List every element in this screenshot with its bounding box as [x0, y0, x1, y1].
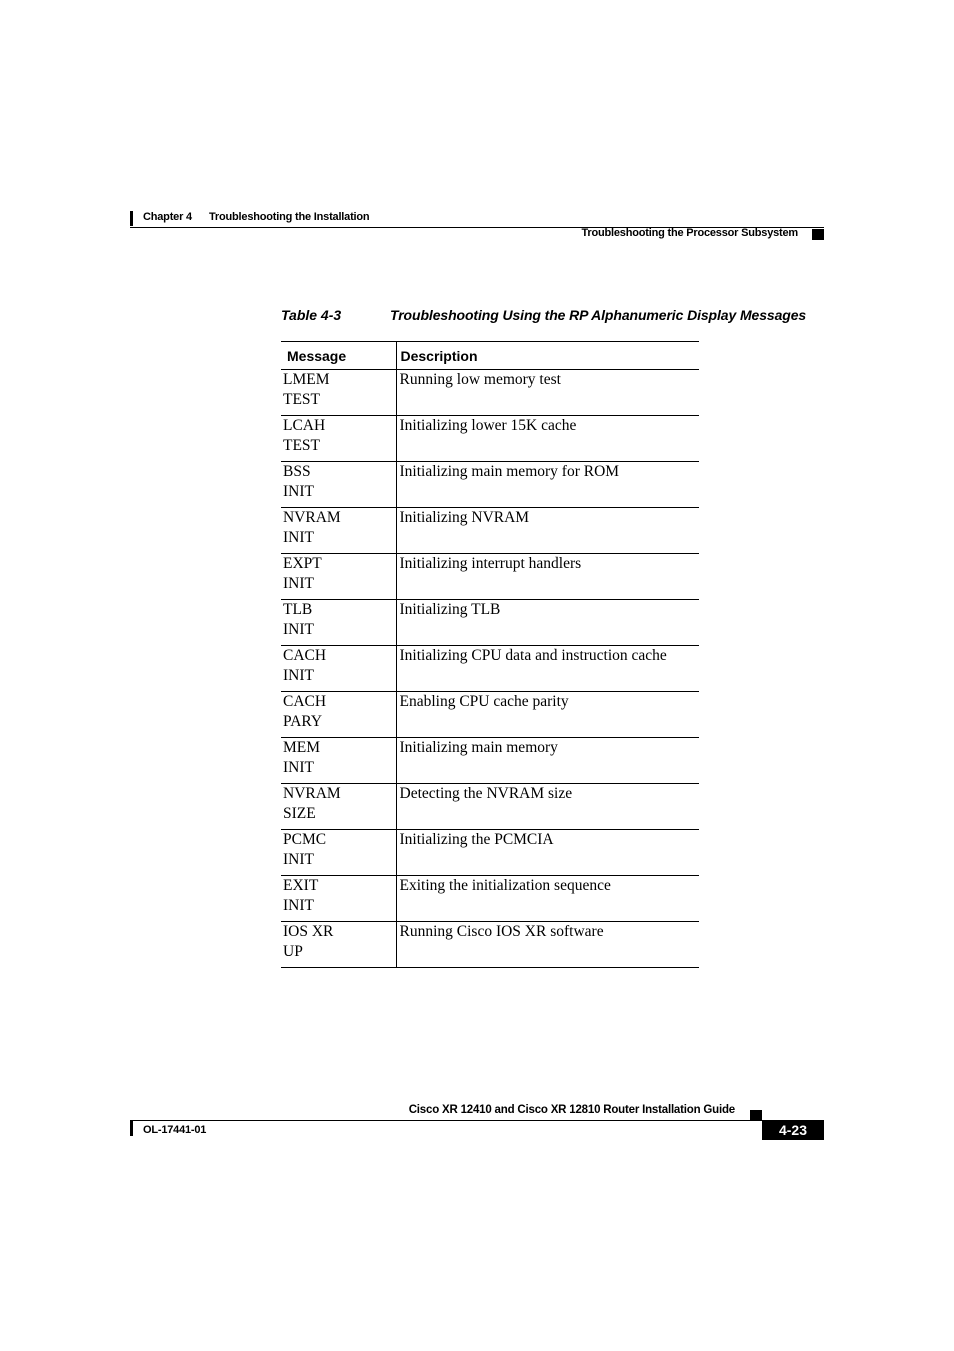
message-code-line: TEST [283, 437, 321, 454]
footer-square-marker [750, 1110, 762, 1120]
description-cell: Running low memory test [396, 370, 699, 416]
message-code-line: BSS [283, 463, 311, 480]
message-code-line: INIT [283, 529, 314, 546]
message-code-line: INIT [283, 759, 314, 776]
column-header-description: Description [396, 342, 699, 370]
page-number: 4-23 [778, 1122, 808, 1138]
message-code-line: INIT [283, 667, 314, 684]
message-code-line: INIT [283, 851, 314, 868]
description-cell: Initializing lower 15K cache [396, 416, 699, 462]
table-row [281, 738, 699, 784]
description-cell: Initializing interrupt handlers [396, 554, 699, 600]
table-row [281, 876, 699, 922]
message-cell [281, 646, 396, 692]
description-cell: Initializing main memory for ROM [396, 462, 699, 508]
message-code-line: EXPT [283, 555, 322, 572]
message-cell [281, 738, 396, 784]
message-code-line: LCAH [283, 417, 326, 434]
message-cell [281, 784, 396, 830]
table-row [281, 600, 699, 646]
table-number: Table 4-3 [281, 307, 342, 323]
table-row [281, 462, 699, 508]
guide-title: Cisco XR 12410 and Cisco XR 12810 Router Installation Guide [408, 1104, 735, 1116]
description-cell: Initializing the PCMCIA [396, 830, 699, 876]
message-cell [281, 922, 396, 968]
description-cell: Initializing NVRAM [396, 508, 699, 554]
message-code-line: INIT [283, 483, 314, 500]
table-row [281, 370, 699, 416]
table-row [281, 508, 699, 554]
message-cell [281, 554, 396, 600]
message-code-line: IOS XR [283, 923, 334, 940]
description-cell: Initializing CPU data and instruction cache [396, 646, 699, 692]
message-code-line: LMEM [283, 371, 330, 388]
message-cell [281, 508, 396, 554]
table-row [281, 646, 699, 692]
description-cell: Enabling CPU cache parity [396, 692, 699, 738]
messages-table [281, 341, 699, 968]
chapter-title: Troubleshooting the Installation [209, 211, 370, 223]
table-row [281, 922, 699, 968]
message-cell [281, 462, 396, 508]
description-cell: Running Cisco IOS XR software [396, 922, 699, 968]
header-left-bar [130, 211, 133, 226]
table-row [281, 416, 699, 462]
table-title: Troubleshooting Using the RP Alphanumeric Display Messages [390, 307, 807, 323]
message-code-line: NVRAM [283, 785, 341, 802]
chapter-label: Chapter 4 [143, 211, 192, 223]
message-cell [281, 600, 396, 646]
message-cell [281, 370, 396, 416]
message-code-line: TEST [283, 391, 321, 408]
column-header-message: Message [281, 342, 396, 370]
table-row [281, 830, 699, 876]
footer-left-bar [130, 1121, 133, 1136]
message-code-line: PARY [283, 713, 323, 730]
table-header-row [281, 342, 699, 370]
message-code-line: UP [283, 943, 303, 960]
message-code-line: INIT [283, 575, 314, 592]
message-code-line: MEM [283, 739, 321, 756]
table-row [281, 784, 699, 830]
message-code-line: PCMC [283, 831, 327, 848]
description-cell: Initializing main memory [396, 738, 699, 784]
message-cell [281, 416, 396, 462]
message-code-line: CACH [283, 693, 327, 710]
message-code-line: CACH [283, 647, 327, 664]
document-number: OL-17441-01 [143, 1124, 207, 1136]
description-cell: Exiting the initialization sequence [396, 876, 699, 922]
message-code-line: EXIT [283, 877, 319, 894]
message-cell [281, 830, 396, 876]
section-title: Troubleshooting the Processor Subsystem [581, 227, 798, 239]
message-code-line: INIT [283, 621, 314, 638]
table-body [281, 370, 699, 968]
message-code-line: TLB [283, 601, 313, 618]
description-cell: Initializing TLB [396, 600, 699, 646]
table-row [281, 554, 699, 600]
message-code-line: SIZE [283, 805, 316, 822]
message-cell [281, 692, 396, 738]
table-row [281, 692, 699, 738]
header-square-marker [812, 229, 824, 240]
message-code-line: INIT [283, 897, 314, 914]
description-cell: Detecting the NVRAM size [396, 784, 699, 830]
message-cell [281, 876, 396, 922]
message-code-line: NVRAM [283, 509, 341, 526]
footer-rule [130, 1120, 824, 1121]
